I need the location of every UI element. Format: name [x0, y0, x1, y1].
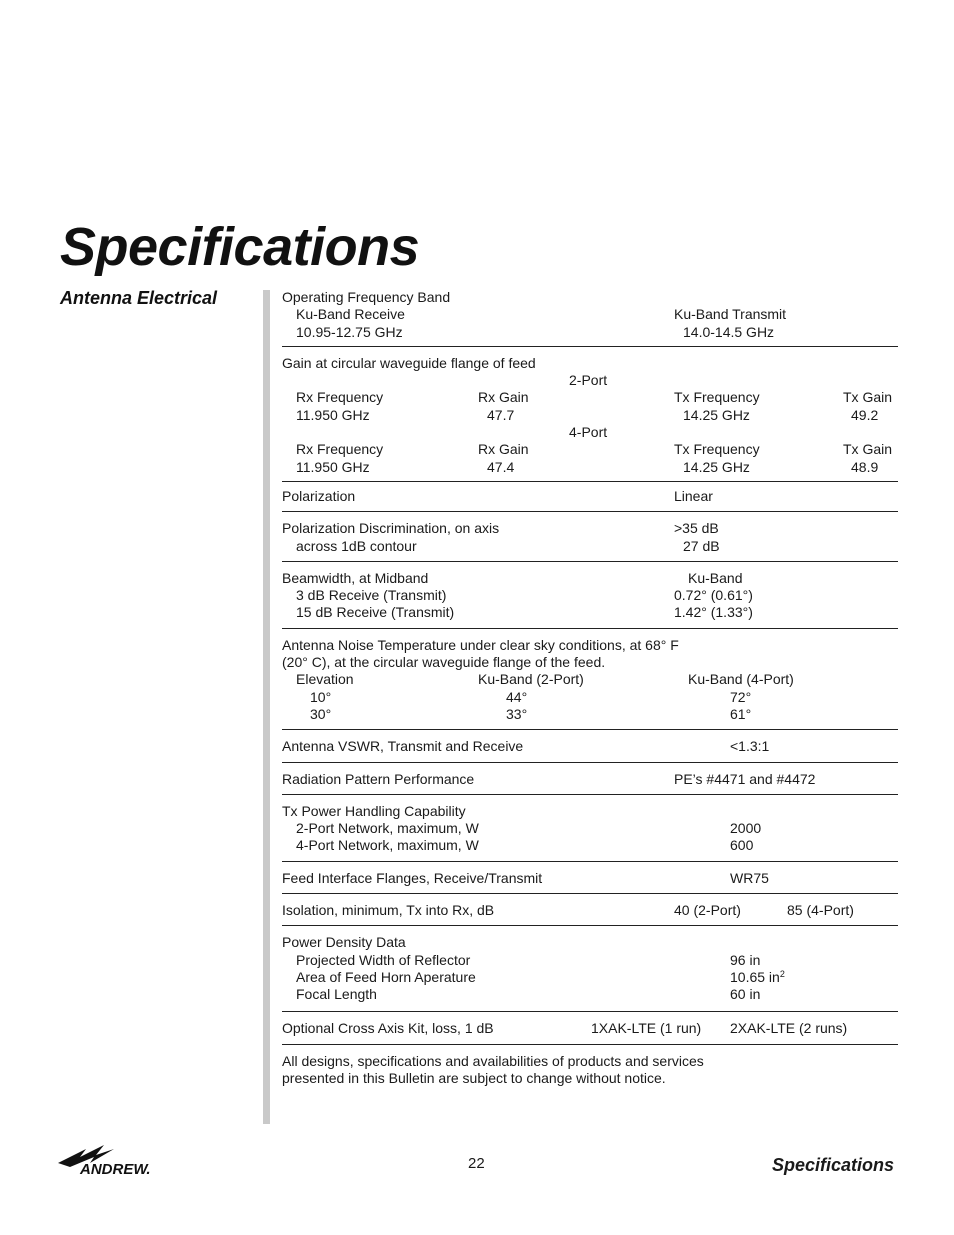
spec-value: 14.25 GHz: [683, 406, 750, 423]
spec-label: 2-Port Network, maximum, W: [296, 820, 479, 837]
svg-text:ANDREW.: ANDREW.: [80, 1161, 151, 1177]
spec-value: >35 dB: [674, 520, 719, 537]
spec-table: [282, 289, 898, 1087]
spec-isolation: [282, 894, 898, 926]
spec-label: 15 dB Receive (Transmit): [296, 604, 455, 621]
spec-line: [282, 324, 898, 341]
spec-value: Tx Frequency: [674, 441, 760, 458]
spec-value: Ku-Band: [688, 569, 743, 586]
spec-line: [282, 870, 898, 887]
spec-value: Ku-Band Transmit: [674, 306, 787, 323]
spec-value: 48.9: [851, 458, 879, 475]
spec-line: [282, 803, 898, 820]
andrew-logo: [56, 1143, 170, 1177]
spec-antenna-vswr: [282, 730, 898, 762]
spec-value: 2000: [730, 820, 762, 837]
spec-line: [282, 671, 898, 688]
spec-line: [282, 604, 898, 621]
spec-label: Projected Width of Reflector: [296, 951, 471, 968]
spec-value: 10.65 $in^2$: [730, 968, 785, 985]
spec-disclaimer: [282, 1045, 898, 1088]
spec-value: 47.4: [487, 458, 515, 475]
spec-gain: [282, 347, 898, 482]
spec-beamwidth: [282, 562, 898, 629]
spec-value: 1.42° (1.33°): [674, 604, 753, 621]
spec-value: WR75: [730, 869, 769, 886]
spec-label: 11.950 GHz: [296, 458, 370, 475]
spec-label: 3 dB Receive (Transmit): [296, 587, 447, 604]
spec-value: 14.0-14.5 GHz: [683, 323, 775, 340]
spec-line: [282, 355, 898, 372]
spec-label: Tx Power Handling Capability: [282, 802, 466, 819]
spec-line: [282, 389, 898, 406]
spec-line: [282, 952, 898, 969]
spec-value: 40 (2-Port): [674, 902, 741, 919]
spec-optional-cross-axis-kit: [282, 1012, 898, 1045]
spec-label: 11.950 GHz: [296, 406, 370, 423]
spec-line: [282, 570, 898, 587]
spec-label: 4-Port Network, maximum, W: [296, 837, 479, 854]
spec-line: [282, 1053, 898, 1070]
spec-line: [282, 520, 898, 537]
spec-value: 60 in: [730, 986, 761, 1003]
spec-operating-frequency-band: [282, 289, 898, 347]
spec-line: [282, 902, 898, 919]
spec-line: [282, 934, 898, 951]
spec-value: Tx Gain: [843, 441, 893, 458]
spec-label: Rx Frequency: [296, 441, 384, 458]
spec-value: Rx Gain: [478, 441, 529, 458]
spec-value: 2-Port: [569, 372, 608, 389]
spec-label: Ku-Band Receive: [296, 306, 405, 323]
section-divider-bar: [263, 290, 270, 1124]
spec-line: [282, 372, 898, 389]
spec-value: 1XAK-LTE (1 run): [591, 1019, 702, 1036]
spec-polarization-discrimination: [282, 512, 898, 562]
spec-value: 10°: [310, 688, 332, 705]
spec-feed-interface-flanges: [282, 862, 898, 894]
spec-label: Isolation, minimum, Tx into Rx, dB: [282, 902, 495, 919]
spec-value: 96 in: [730, 951, 761, 968]
spec-value: <1.3:1: [730, 738, 770, 755]
spec-value: Rx Gain: [478, 389, 529, 406]
spec-line: [282, 771, 898, 788]
spec-value: 27 dB: [683, 537, 720, 554]
spec-label: Power Density Data: [282, 934, 406, 951]
spec-value: 44°: [506, 688, 528, 705]
spec-value: Tx Frequency: [674, 389, 760, 406]
footer-title: Specifications: [771, 1155, 894, 1175]
spec-value: 47.7: [487, 406, 515, 423]
spec-label: Gain at circular waveguide flange of feed: [282, 354, 536, 371]
spec-line: [282, 424, 898, 441]
spec-value: Tx Gain: [843, 389, 893, 406]
spec-line: [282, 289, 898, 306]
spec-power-density-data: [282, 926, 898, 1011]
spec-value: 2XAK-LTE (2 runs): [730, 1019, 848, 1036]
spec-value: 4-Port: [569, 424, 608, 441]
spec-label: Rx Frequency: [296, 389, 384, 406]
spec-line: [282, 986, 898, 1003]
spec-value: 72°: [730, 688, 752, 705]
spec-label: Polarization: [282, 487, 356, 504]
spec-value: Linear: [674, 487, 713, 504]
spec-radiation-pattern: [282, 763, 898, 795]
spec-tx-power-handling: [282, 795, 898, 862]
spec-line: [282, 587, 898, 604]
spec-value: 600: [730, 837, 754, 854]
spec-line: [282, 738, 898, 755]
spec-label: Elevation: [296, 671, 354, 688]
spec-label: Beamwidth, at Midband: [282, 569, 429, 586]
spec-line: [282, 820, 898, 837]
spec-value: PE’s #4471 and #4472: [674, 770, 816, 787]
spec-value: 14.25 GHz: [683, 458, 750, 475]
spec-label: Antenna Noise Temperature under clear sky conditions, at 68° F: [282, 636, 679, 653]
spec-label: Focal Length: [296, 986, 377, 1003]
spec-line: [282, 637, 898, 654]
spec-label: Area of Feed Horn Aperature: [296, 968, 476, 985]
spec-label: Radiation Pattern Performance: [282, 770, 475, 787]
spec-value: Ku-Band (4-Port): [688, 671, 794, 688]
spec-line: [282, 654, 898, 671]
spec-value: 33°: [506, 705, 528, 722]
spec-value: 30°: [310, 705, 332, 722]
spec-label: All designs, specifications and availabilities of products and services: [282, 1052, 704, 1069]
spec-line: [282, 459, 898, 476]
spec-line: [282, 306, 898, 323]
spec-label: Operating Frequency Band: [282, 289, 451, 305]
spec-line: [282, 441, 898, 458]
spec-label: Feed Interface Flanges, Receive/Transmit: [282, 869, 543, 886]
spec-label: (20° C), at the circular waveguide flange of the feed.: [282, 654, 606, 671]
spec-line: [282, 488, 898, 505]
page-number: 22: [468, 1155, 485, 1172]
section-heading: Antenna Electrical: [60, 288, 218, 308]
spec-line: [282, 1020, 898, 1037]
spec-value: 85 (4-Port): [787, 902, 854, 919]
spec-line: [282, 706, 898, 723]
spec-antenna-noise-temperature: [282, 629, 898, 730]
spec-label: presented in this Bulletin are subject to change without notice.: [282, 1070, 666, 1087]
spec-line: [282, 689, 898, 706]
superscript: 2: [779, 968, 785, 979]
spec-value: 49.2: [851, 406, 879, 423]
spec-value: 61°: [730, 705, 752, 722]
spec-line: [282, 969, 898, 986]
spec-label: across 1dB contour: [296, 537, 417, 554]
spec-polarization: [282, 482, 898, 512]
page-title: Specifications: [60, 217, 420, 277]
spec-line: [282, 1070, 898, 1087]
spec-value: 0.72° (0.61°): [674, 587, 753, 604]
spec-label: Polarization Discrimination, on axis: [282, 520, 500, 537]
spec-value: Ku-Band (2-Port): [478, 671, 584, 688]
spec-label: Optional Cross Axis Kit, loss, 1 dB: [282, 1019, 494, 1036]
spec-label: Antenna VSWR, Transmit and Receive: [282, 738, 524, 755]
spec-line: [282, 837, 898, 854]
spec-label: 10.95-12.75 GHz: [296, 323, 403, 340]
spec-line: [282, 538, 898, 555]
spec-line: [282, 407, 898, 424]
